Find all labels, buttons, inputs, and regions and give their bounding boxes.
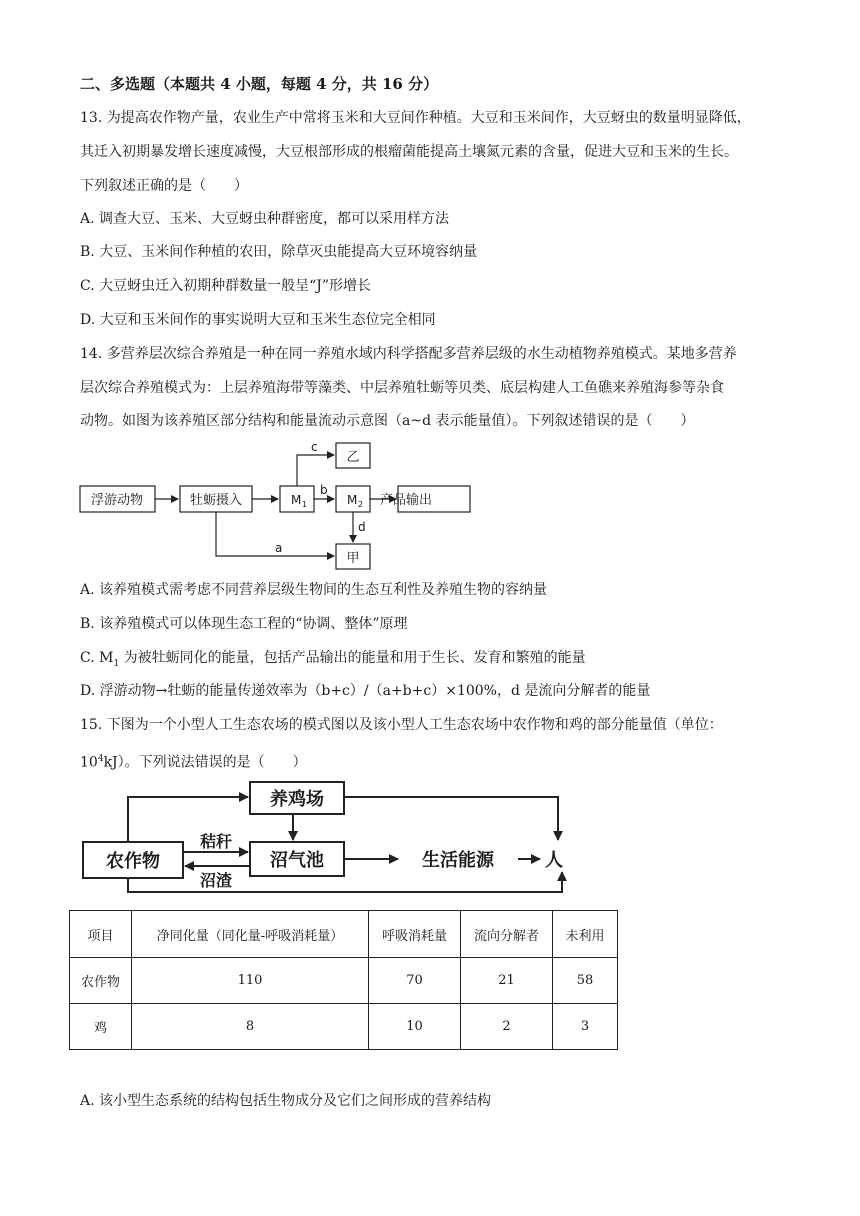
- label-b: b: [320, 483, 328, 497]
- section-heading: 二、多选题（本题共 4 小题，每题 4 分，共 16 分）: [80, 75, 439, 93]
- q15-option-a: A. 该小型生态系统的结构包括生物成分及它们之间形成的营养结构: [80, 1093, 492, 1109]
- table-header-cell: 未利用: [553, 911, 618, 958]
- q13-option-b: B. 大豆、玉米间作种植的农田，除草灭虫能提高大豆环境容纳量: [80, 244, 478, 260]
- table-header-cell: 项目: [70, 911, 132, 958]
- q15-stem-line-1: 15. 下图为一个小型人工生态农场的模式图以及该小型人工生态农场中农作物和鸡的部分能量值（单位：: [80, 717, 723, 733]
- m1-subscript: 1: [302, 500, 308, 509]
- q14-option-c: [80, 649, 586, 673]
- q13-stem-line-3: 下列叙述正确的是（ ）: [80, 178, 248, 194]
- table-cell: 70: [369, 958, 461, 1004]
- q13-option-a: A. 调查大豆、玉米、大豆蚜虫种群密度，都可以采用样方法: [80, 211, 450, 227]
- table-cell: 10: [369, 1004, 461, 1050]
- q14-option-c-subscript: 1: [113, 658, 120, 669]
- q14-option-a: A. 该养殖模式需考虑不同营养层级生物间的生态互利性及养殖生物的容纳量: [80, 582, 548, 598]
- table-header-row: [70, 911, 618, 958]
- jia-label: 甲: [346, 551, 360, 566]
- q14-option-b: B. 该养殖模式可以体现生态工程的“协调、整体”原理: [80, 616, 408, 632]
- m1-label: M: [291, 493, 302, 507]
- q13-stem-line-2: 其迁入初期暴发增长速度减慢，大豆根部形成的根瘤菌能提高土壤氮元素的含量，促进大豆和玉米的生长。: [80, 144, 738, 160]
- table-cell: 鸡: [70, 1004, 132, 1050]
- table-header-cell: 呼吸消耗量: [369, 911, 461, 958]
- q15-unit-exponent: 4: [97, 754, 104, 764]
- label-c: c: [311, 440, 318, 454]
- table-row: [70, 958, 618, 1004]
- table-header-cell: 净同化量（同化量-呼吸消耗量）: [132, 911, 369, 958]
- table-cell: 农作物: [70, 958, 132, 1004]
- q14-option-d: D. 浮游动物→牡蛎的能量传递效率为（b+c）/（a+b+c）×100%，d 是流向分解者的能量: [80, 683, 651, 699]
- label-a: a: [275, 541, 283, 555]
- q14-option-c-prefix: C. M: [80, 650, 114, 666]
- m2-label: M: [347, 493, 358, 507]
- residue-label: 沼渣: [199, 871, 233, 890]
- table-header-cell: 流向分解者: [461, 911, 553, 958]
- crops-label: 农作物: [106, 851, 160, 872]
- biogas-label: 沼气池: [270, 850, 324, 871]
- table-cell: 2: [461, 1004, 553, 1050]
- energy-label: 生活能源: [422, 850, 494, 871]
- straw-label: 秸秆: [199, 832, 233, 851]
- m2-subscript: 2: [358, 500, 364, 509]
- output-label: 产品输出: [379, 493, 433, 508]
- table-row: [70, 1004, 618, 1050]
- q15-unit-base: 10: [80, 754, 98, 771]
- table-cell: 58: [553, 958, 618, 1004]
- q15-farm-diagram: [78, 778, 578, 908]
- q14-option-c-text: 为被牡蛎同化的能量，包括产品输出的能量和用于生长、发育和繁殖的能量: [119, 650, 586, 666]
- table-cell: 8: [132, 1004, 369, 1050]
- person-label: 人: [545, 850, 563, 871]
- q15-stem-line-2: [80, 750, 307, 772]
- q13-stem-line-1: 13. 为提高农作物产量，农业生产中常将玉米和大豆间作种植。大豆和玉米间作，大豆蚜虫的数量明显降低，: [80, 110, 751, 126]
- plankton-label: 浮游动物: [90, 493, 144, 508]
- table-cell: 3: [553, 1004, 618, 1050]
- q15-stem-line-2-text: kJ）。下列说法错误的是（ ）: [103, 754, 307, 771]
- yi-label: 乙: [346, 450, 360, 465]
- oyster-intake-label: 牡蛎摄入: [189, 493, 243, 508]
- q14-energy-flow-diagram: [70, 435, 490, 575]
- table-cell: 21: [461, 958, 553, 1004]
- q14-stem-line-1: 14. 多营养层次综合养殖是一种在同一养殖水域内科学搭配多营养层级的水生动植物养殖模式。某地多营养: [80, 346, 737, 362]
- label-d: d: [358, 520, 366, 534]
- q13-option-c: C. 大豆蚜虫迁入初期种群数量一般呈“J”形增长: [80, 278, 372, 294]
- q13-option-d: D. 大豆和玉米间作的事实说明大豆和玉米生态位完全相同: [80, 312, 436, 328]
- q15-energy-table: [69, 910, 618, 1050]
- chicken-farm-label: 养鸡场: [270, 789, 324, 810]
- q14-stem-line-2: 层次综合养殖模式为：上层养殖海带等藻类、中层养殖牡蛎等贝类、底层构建人工鱼礁来养殖海参等杂食: [80, 380, 724, 396]
- q14-stem-line-3: 动物。如图为该养殖区部分结构和能量流动示意图（a~d 表示能量值）。下列叙述错误的是（ ）: [80, 413, 695, 429]
- table-cell: 110: [132, 958, 369, 1004]
